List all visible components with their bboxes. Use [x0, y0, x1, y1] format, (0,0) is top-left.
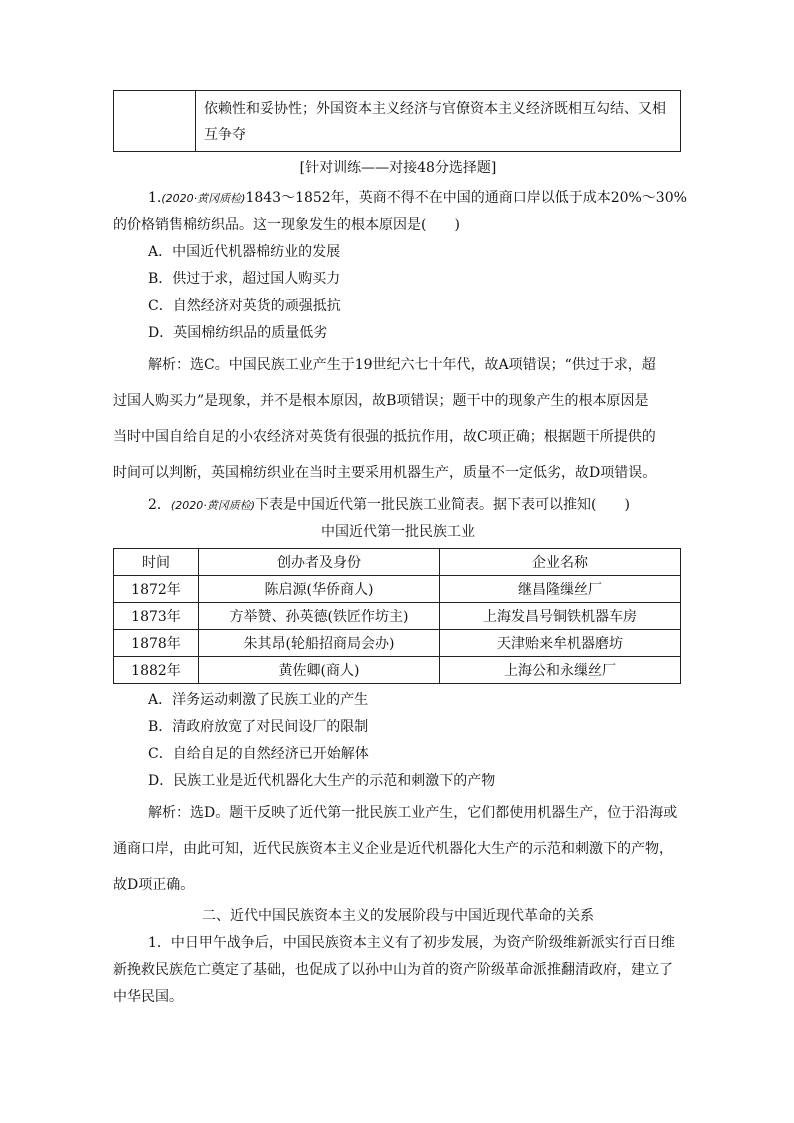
- table-cell-time: 1882年: [114, 657, 199, 684]
- table-row: [114, 576, 681, 603]
- q1-stem-text-1: 1843～1852年，英商不得不在中国的通商口岸以低于成本20%～30%: [245, 190, 687, 206]
- q1-stem-line1: [148, 188, 687, 209]
- q1-analysis-line2: 过国人购买力”是现象，并不是根本原因，故B项错误；题干中的现象产生的根本原因是: [113, 393, 649, 409]
- q2-stem: [148, 495, 683, 516]
- table-cell-time: 1878年: [114, 630, 199, 657]
- table-cell-enterprise: 上海公和永缫丝厂: [440, 657, 681, 684]
- table-cell-founder: 方举赞、孙英德(铁匠作坊主): [199, 603, 440, 630]
- table-cell-enterprise: 继昌隆缫丝厂: [440, 576, 681, 603]
- q2-option-b: B．清政府放宽了对民间设厂的限制: [148, 719, 369, 735]
- q1-analysis-line3: 当时中国自给自足的小农经济对英货有很强的抵抗作用，故C项正确；根据题干所提供的: [113, 429, 656, 445]
- q1-analysis-line1: 解析：选C。中国民族工业产生于19世纪六七十年代，故A项错误；“供过于求，超: [148, 357, 656, 373]
- table-header-row: [114, 549, 681, 576]
- table-cell-time: 1873年: [114, 603, 199, 630]
- table-header-enterprise: 企业名称: [440, 549, 681, 576]
- table-cell-time: 1872年: [114, 576, 199, 603]
- table-cell-founder: 陈启源(华侨商人): [199, 576, 440, 603]
- q1-analysis-line4: 时间可以判断，英国棉纺织业在当时主要采用机器生产，质量不一定低劣，故D项错误。: [113, 465, 657, 481]
- q1-source: (2020·黄冈质检): [161, 192, 246, 205]
- table-cell-founder: 黄佐卿(商人): [199, 657, 440, 684]
- table-row: [114, 657, 681, 684]
- q2-stem-text: 下表是中国近代第一批民族工业简表。据下表可以推知( ): [255, 497, 630, 513]
- q2-option-c: C．自给自足的自然经济已开始解体: [148, 746, 369, 762]
- q1-option-d: D．英国棉纺织品的质量低劣: [148, 325, 328, 341]
- continuation-table-empty-cell: [114, 91, 196, 151]
- section2-para-line1: 1．中日甲午战争后，中国民族资本主义有了初步发展，为资产阶级维新派实行百日维: [148, 935, 675, 951]
- q1-option-a: A．中国近代机器棉纺业的发展: [148, 244, 341, 260]
- table-cell-enterprise: 天津贻来牟机器磨坊: [440, 630, 681, 657]
- q1-option-c: C．自然经济对英货的顽强抵抗: [148, 298, 341, 314]
- section2-para-line2: 新挽救民族危亡奠定了基础，也促成了以孙中山为首的资产阶级革命派推翻清政府，建立了: [113, 962, 673, 978]
- table-header-time: 时间: [114, 549, 199, 576]
- q1-number: 1.: [148, 190, 162, 206]
- table-cell-founder: 朱其昂(轮船招商局会办): [199, 630, 440, 657]
- table-header-founder: 创办者及身份: [199, 549, 440, 576]
- q2-analysis-line3: 故D项正确。: [113, 877, 195, 893]
- q2-number: 2．: [148, 497, 171, 513]
- q2-analysis-line1: 解析：选D。题干反映了近代第一批民族工业产生，它们都使用机器生产，位于沿海或: [148, 805, 678, 821]
- section2-para-line3: 中华民国。: [113, 989, 183, 1005]
- continuation-table-text: 依赖性和妥协性；外国资本主义经济与官僚资本主义经济既相互勾结、又相互争夺: [204, 101, 666, 143]
- q2-table-title: 中国近代第一批民族工业: [321, 524, 475, 540]
- section2-heading: 二、近代中国民族资本主义的发展阶段与中国近现代革命的关系: [202, 908, 594, 924]
- q2-analysis-line2: 通商口岸，由此可知，近代民族资本主义企业是近代机器化大生产的示范和刺激下的产物，: [113, 841, 673, 857]
- table-row: [114, 630, 681, 657]
- q1-option-b: B．供过于求，超过国人购买力: [148, 271, 341, 287]
- table-row: [114, 603, 681, 630]
- industry-table: [113, 548, 681, 684]
- q2-option-a: A．洋务运动刺激了民族工业的产生: [148, 692, 369, 708]
- continuation-table: [113, 90, 681, 152]
- table-cell-enterprise: 上海发昌号铜铁机器车房: [440, 603, 681, 630]
- q2-source: (2020·黄冈质检): [170, 499, 255, 512]
- training-header: [针对训练——对接48分选择题]: [299, 160, 497, 176]
- q2-option-d: D．民族工业是近代机器化大生产的示范和刺激下的产物: [148, 773, 496, 789]
- q1-stem-line2: 的价格销售棉纺织品。这一现象发生的根本原因是( ): [113, 217, 460, 233]
